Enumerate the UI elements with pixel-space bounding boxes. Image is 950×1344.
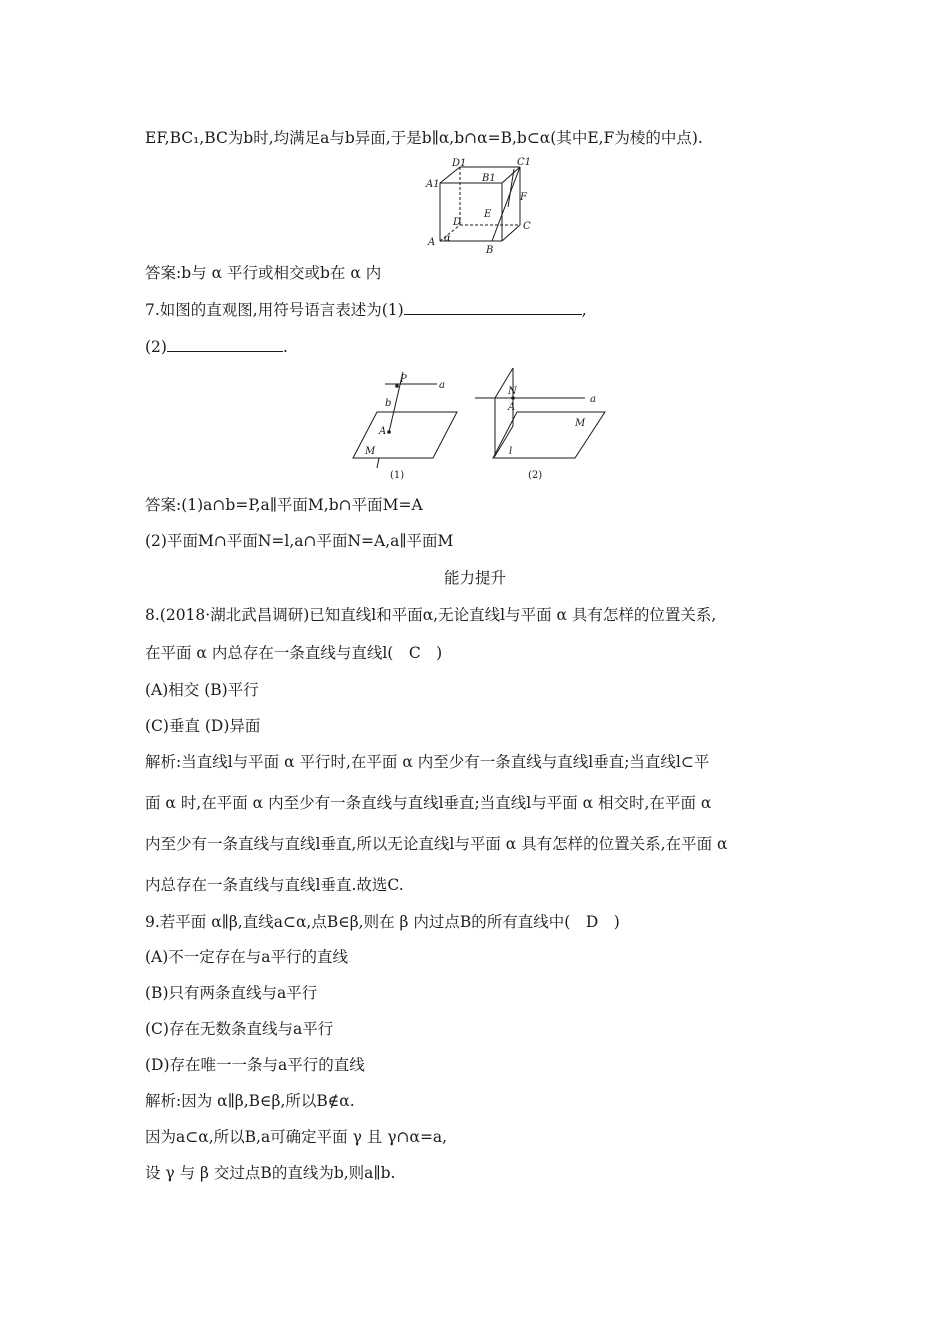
- question-9-option-a: (A)不一定存在与a平行的直线: [145, 948, 349, 966]
- fig1-caption: (1): [390, 470, 405, 481]
- solution-8-line1: 解析:当直线l与平面 α 平行时,在平面 α 内至少有一条直线与直线l垂直;当直线l⊂平: [145, 753, 710, 771]
- solution-9-line2: 因为a⊂α,所以B,a可确定平面 γ 且 γ∩α=a,: [145, 1128, 448, 1146]
- fig1-label-a: a: [439, 380, 445, 391]
- label-alpha: α: [444, 233, 451, 244]
- fig2-label-A: A: [508, 402, 516, 413]
- fig1-label-P: P: [400, 374, 407, 385]
- label-B1: B1: [482, 173, 496, 184]
- fig2-label-l: l: [509, 446, 513, 457]
- question-7-line2: (2) .: [145, 338, 288, 356]
- question-9-option-c: (C)存在无数条直线与a平行: [145, 1020, 334, 1038]
- question-7-line1: 7.如图的直观图,用符号语言表述为(1) ,: [145, 301, 587, 319]
- fig1-label-M: M: [365, 446, 376, 457]
- solution-9-line1: 解析:因为 α∥β,B∈β,所以B∉α.: [145, 1092, 355, 1110]
- label-A: A: [428, 237, 436, 248]
- cube-figure: [420, 155, 535, 260]
- answer-7-2: (2)平面M∩平面N=l,a∩平面N=A,a∥平面M: [145, 532, 454, 550]
- text-line: EF,BC₁,BC为b时,均满足a与b异面,于是b∥α,b∩α=B,b⊂α(其中E,F为棱的中点).: [145, 129, 703, 147]
- label-C1: C1: [517, 157, 532, 168]
- figure-2: [475, 368, 610, 483]
- solution-8-line3: 内至少有一条直线与直线l垂直,所以无论直线l与平面 α 具有怎样的位置关系,在平面 α: [145, 835, 728, 853]
- label-C: C: [523, 221, 531, 232]
- fig2-caption: (2): [528, 470, 543, 481]
- fig2-label-M: M: [575, 418, 586, 429]
- answer-6: 答案:b与 α 平行或相交或b在 α 内: [145, 264, 382, 282]
- label-B: B: [486, 245, 494, 256]
- question-9-line1: 9.若平面 α∥β,直线a⊂α,点B∈β,则在 β 内过点B的所有直线中( D ): [145, 913, 620, 931]
- solution-8-line4: 内总存在一条直线与直线l垂直.故选C.: [145, 876, 404, 894]
- label-A1: A1: [426, 179, 440, 190]
- label-E: E: [484, 209, 492, 220]
- figure-1: [345, 368, 465, 483]
- question-8-options-cd: (C)垂直 (D)异面: [145, 717, 261, 735]
- fig2-label-a: a: [590, 394, 596, 405]
- question-8-line2: 在平面 α 内总存在一条直线与直线l( C ): [145, 644, 443, 662]
- section-heading: 能力提升: [443, 569, 506, 587]
- fig1-label-b: b: [385, 398, 392, 409]
- question-8-options-ab: (A)相交 (B)平行: [145, 681, 259, 699]
- label-D1: D1: [452, 158, 467, 169]
- label-F: F: [520, 192, 527, 203]
- question-9-option-b: (B)只有两条直线与a平行: [145, 984, 318, 1002]
- question-8-line1: 8.(2018·湖北武昌调研)已知直线l和平面α,无论直线l与平面 α 具有怎样的位置关系,: [145, 606, 717, 624]
- solution-9-line3: 设 γ 与 β 交过点B的直线为b,则a∥b.: [145, 1164, 396, 1182]
- answer-7-1: 答案:(1)a∩b=P,a∥平面M,b∩平面M=A: [145, 496, 423, 514]
- fig2-label-N: N: [508, 386, 517, 397]
- fig1-label-A: A: [379, 426, 387, 437]
- question-9-option-d: (D)存在唯一一条与a平行的直线: [145, 1056, 365, 1074]
- label-D: D: [453, 217, 462, 228]
- solution-8-line2: 面 α 时,在平面 α 内至少有一条直线与直线l垂直;当直线l与平面 α 相交时,在平面 α: [145, 794, 712, 812]
